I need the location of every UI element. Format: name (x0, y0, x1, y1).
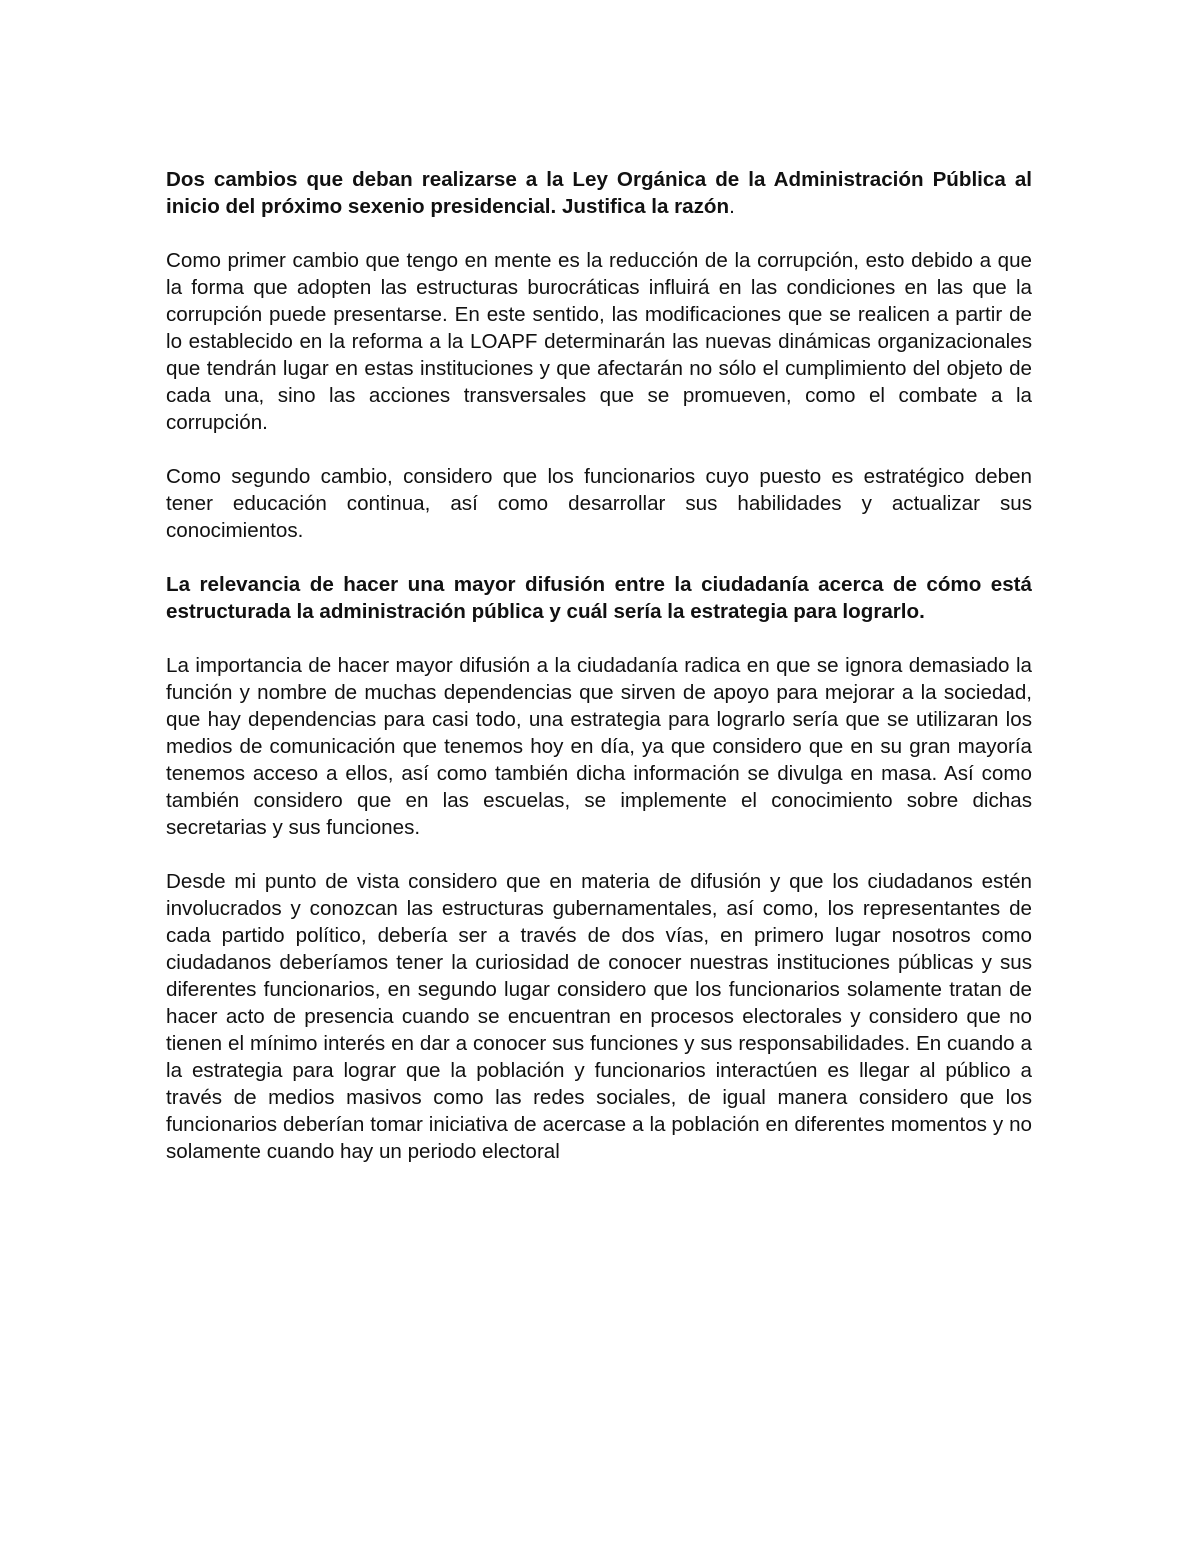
section-heading-1 (166, 166, 1032, 220)
paragraph-2: Como segundo cambio, considero que los funcionarios cuyo puesto es estratégico deben tener educación continua, así como desarrollar sus habilidades y actualizar sus conocimientos. (166, 465, 1032, 542)
paragraph-1: Como primer cambio que tengo en mente es la reducción de la corrupción, esto debido a que la forma que adopten las estructuras burocráticas influirá en las condiciones en las que la corrupción puede presentarse. En este sentido, las modificaciones que se realicen a partir de lo establecido en la reforma a la LOAPF determinarán las nuevas dinámicas organizacionales que tendrán lugar en estas instituciones y que afectarán no sólo el cumplimiento del objeto de cada una, sino las acciones transversales que se promueven, como el combate a la corrupción. (166, 249, 1032, 434)
section-heading-1-suffix: . (729, 195, 735, 218)
paragraph-3: La importancia de hacer mayor difusión a la ciudadanía radica en que se ignora demasiado la función y nombre de muchas dependencias que sirven de apoyo para mejorar a la sociedad, que hay dependencias para casi todo, una estrategia para lograrlo sería que se utilizaran los medios de comunicación que tenemos hoy en día, ya que considero que en su gran mayoría tenemos acceso a ellos, así como también dicha información se divulga en masa. Así como también considero que en las escuelas, se implemente el conocimiento sobre dichas secretarias y sus funciones. (166, 654, 1032, 839)
section-heading-1-text: Dos cambios que deban realizarse a la Ley Orgánica de la Administración Pública al inicio del próximo sexenio presidencial. Justifica la razón (166, 168, 1032, 218)
section-heading-2: La relevancia de hacer una mayor difusión entre la ciudadanía acerca de cómo está estructurada la administración pública y cuál sería la estrategia para lograrlo. (166, 573, 1032, 623)
paragraph-4: Desde mi punto de vista considero que en materia de difusión y que los ciudadanos estén involucrados y conozcan las estructuras gubernamentales, así como, los representantes de cada partido político, debería ser a través de dos vías, en primero lugar nosotros como ciudadanos deberíamos tener la curiosidad de conocer nuestras instituciones públicas y sus diferentes funcionarios, en segundo lugar considero que los funcionarios solamente tratan de hacer acto de presencia cuando se encuentran en procesos electorales y considero que no tienen el mínimo interés en dar a conocer sus funciones y sus responsabilidades. En cuando a la estrategia para lograr que la población y funcionarios interactúen es llegar al público a través de medios masivos como las redes sociales, de igual manera considero que los funcionarios deberían tomar iniciativa de acercase a la población en diferentes momentos y no solamente cuando hay un periodo electoral (166, 870, 1032, 1163)
document-page (166, 166, 1032, 1165)
